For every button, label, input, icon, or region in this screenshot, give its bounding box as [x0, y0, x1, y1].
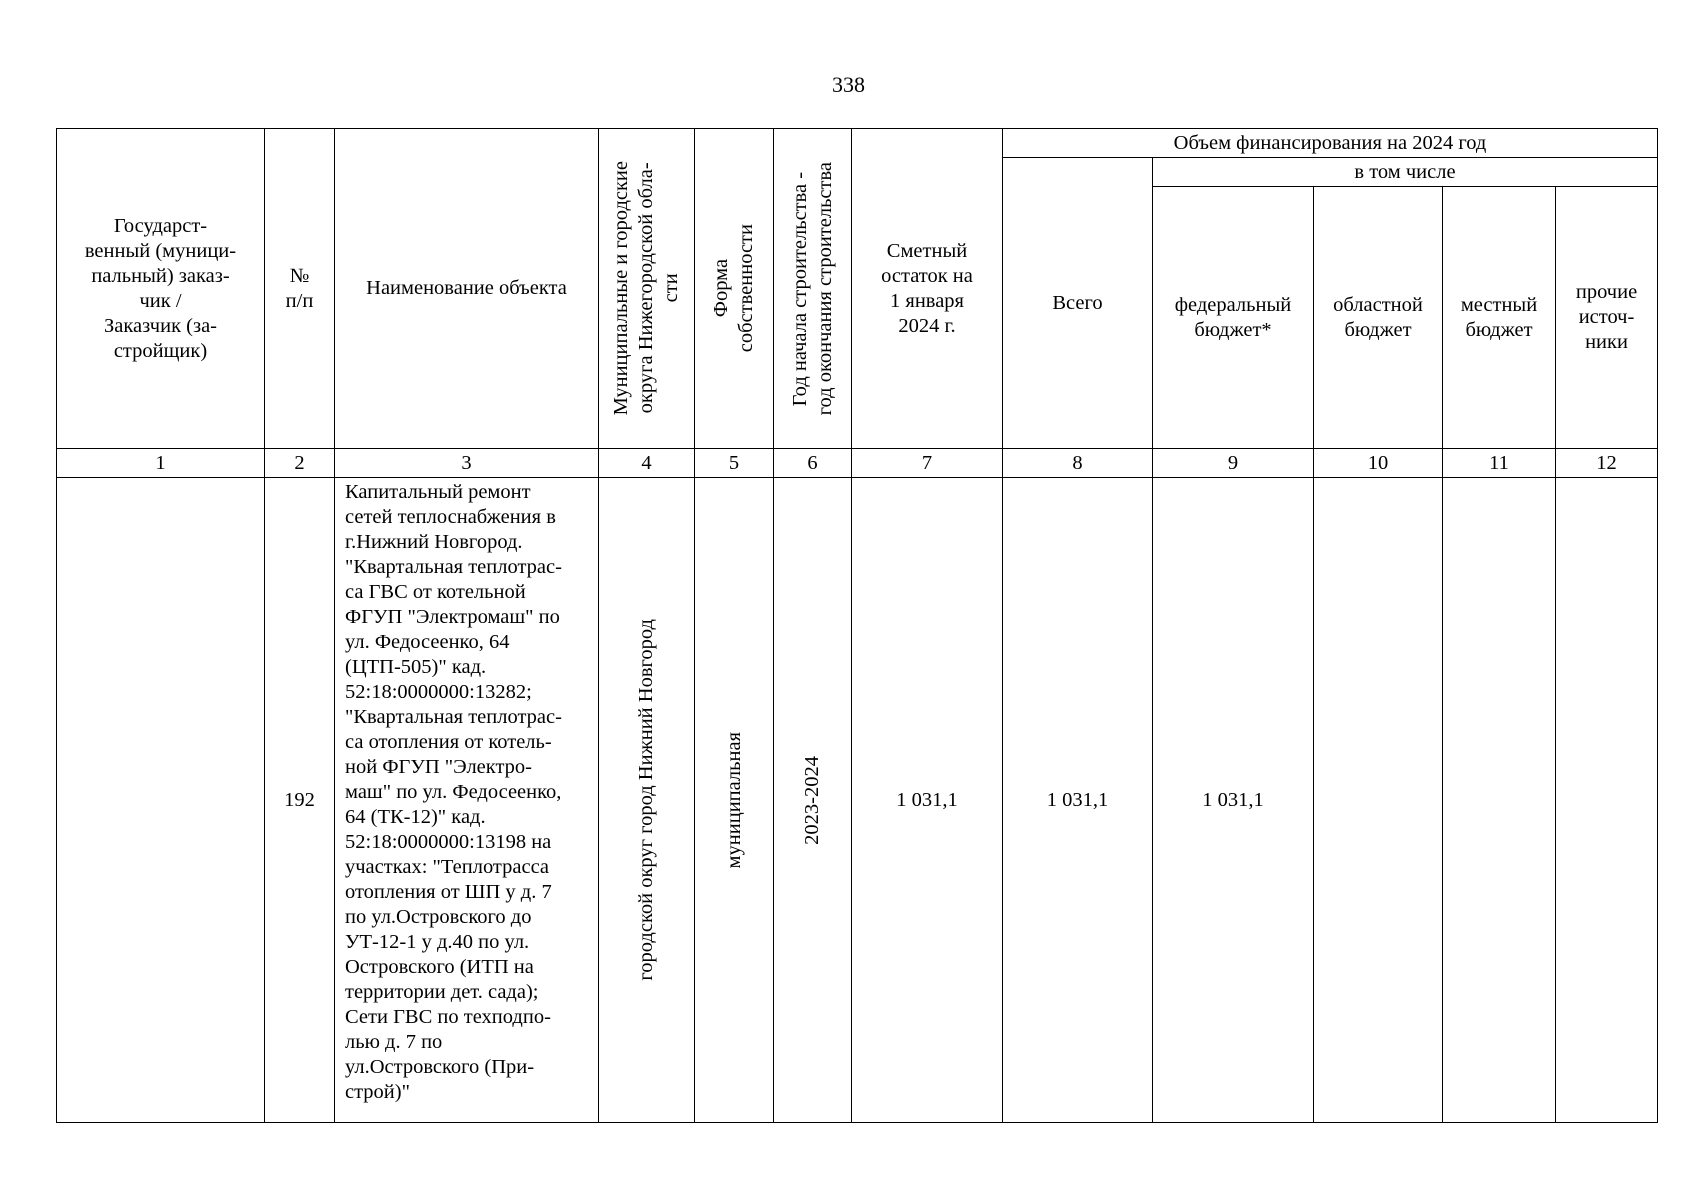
object-name-line: маш" по ул. Федосеенко,	[345, 781, 562, 803]
header-number	[265, 129, 335, 449]
object-name-line: "Квартальная теплотрас-	[345, 556, 562, 578]
page-number: 338	[832, 72, 865, 97]
object-name-line: "Квартальная теплотрас-	[345, 706, 562, 728]
cell-regional-budget	[1314, 478, 1443, 1123]
header-line: Сметный	[886, 239, 968, 262]
object-name-line: ул. Федосеенко, 64	[345, 631, 510, 653]
object-name-line: 52:18:0000000:13282;	[345, 681, 532, 703]
header-district	[599, 129, 695, 449]
object-name-line: са отопления от котель-	[345, 731, 552, 753]
header-line: источ-	[1578, 306, 1635, 328]
header-line: прочие	[1575, 281, 1638, 303]
header-object-name: Наименование объекта	[335, 129, 599, 449]
header-including: в том числе	[1153, 158, 1658, 187]
district-text: городской округ город Нижний Новгород	[635, 619, 657, 981]
object-name-line: лью д. 7 по	[345, 1031, 443, 1053]
financing-table	[56, 128, 1658, 1123]
object-name-line: г.Нижний Новгород.	[345, 531, 523, 553]
table-row	[57, 478, 1658, 1123]
header-line: ники	[1585, 331, 1628, 353]
cell-customer	[57, 478, 265, 1123]
object-name-line: (ЦТП-505)" кад.	[345, 656, 487, 678]
header-line: остаток на	[881, 264, 973, 287]
column-number: 1	[57, 449, 265, 478]
object-name-line: УТ-12-1 у д.40 по ул.	[345, 931, 530, 953]
object-name-line: ул.Островского (При-	[345, 1056, 535, 1078]
column-number: 2	[265, 449, 335, 478]
years-text: 2023-2024	[801, 755, 823, 845]
column-number: 8	[1003, 449, 1153, 478]
cell-other-sources	[1556, 478, 1658, 1123]
header-funding-group: Объем финансирования на 2024 год	[1003, 129, 1658, 158]
object-name-line: ной ФГУП "Электро-	[345, 756, 532, 778]
header-line: Форма	[710, 259, 732, 318]
object-name-line: Сети ГВС по техподпо-	[345, 1006, 551, 1028]
header-years	[774, 129, 852, 449]
header-total: Всего	[1003, 158, 1153, 449]
header-line: бюджет*	[1194, 318, 1272, 341]
header-line: №	[289, 264, 310, 287]
header-line: стройщик)	[113, 339, 208, 362]
ownership-text: муниципальная	[722, 731, 745, 869]
column-number: 11	[1443, 449, 1556, 478]
object-name-line: отопления от ШП у д. 7	[345, 881, 552, 903]
header-federal-budget	[1153, 187, 1314, 449]
header-line: федеральный	[1174, 293, 1292, 316]
header-line: пальный) заказ-	[91, 264, 230, 287]
header-customer	[57, 129, 265, 449]
header-line: сти	[660, 273, 682, 304]
header-line: венный (муници-	[84, 239, 237, 262]
header-line: округа Нижегородской обла-	[635, 162, 657, 414]
object-name-line: 64 (ТК-12)" кад.	[345, 806, 486, 828]
cell-object-name	[335, 478, 599, 1123]
object-name-line: сетей теплоснабжения в	[345, 506, 556, 528]
column-number: 9	[1153, 449, 1314, 478]
column-number: 4	[599, 449, 695, 478]
column-number-row	[57, 449, 1658, 478]
header-local-budget	[1443, 187, 1556, 449]
column-number: 3	[335, 449, 599, 478]
header-line: бюджет	[1465, 318, 1533, 341]
header-line: год окончания строительства	[813, 161, 836, 416]
cell-district	[599, 478, 695, 1123]
object-name-line: по ул.Островского до	[345, 906, 532, 928]
cell-ownership	[695, 478, 774, 1123]
column-number: 6	[774, 449, 852, 478]
object-name-line: территории дет. сада);	[345, 981, 539, 1003]
header-row-1	[57, 129, 1658, 158]
header-ownership	[695, 129, 774, 449]
header-line: собственности	[735, 224, 757, 353]
header-estimated-balance	[852, 129, 1003, 449]
cell-total: 1 031,1	[1003, 478, 1153, 1123]
header-other-sources	[1556, 187, 1658, 449]
header-line: 2024 г.	[898, 314, 956, 337]
object-name-line: 52:18:0000000:13198 на	[345, 831, 552, 853]
column-number: 10	[1314, 449, 1443, 478]
header-regional-budget	[1314, 187, 1443, 449]
object-name-line: са ГВС от котельной	[345, 581, 526, 603]
header-line: бюджет	[1344, 318, 1412, 341]
cell-federal-budget: 1 031,1	[1153, 478, 1314, 1123]
object-name-line: Островского (ИТП на	[345, 956, 534, 978]
header-line: п/п	[285, 289, 314, 312]
header-line: Государст-	[113, 214, 208, 237]
cell-years	[774, 478, 852, 1123]
object-name-line: Капитальный ремонт	[345, 481, 531, 503]
object-name-line: строй)"	[345, 1081, 410, 1103]
header-line: Год начала строительства -	[788, 171, 811, 406]
column-number: 7	[852, 449, 1003, 478]
header-line: Заказчик (за-	[103, 314, 218, 337]
object-name-line: участках: "Теплотрасса	[345, 856, 550, 878]
header-line: чик /	[139, 289, 182, 312]
header-line: местный	[1460, 293, 1538, 316]
object-name-line: ФГУП "Электромаш" по	[345, 606, 560, 628]
column-number: 12	[1556, 449, 1658, 478]
cell-local-budget	[1443, 478, 1556, 1123]
header-line: областной	[1333, 293, 1423, 316]
header-line: 1 января	[890, 289, 964, 312]
column-number: 5	[695, 449, 774, 478]
cell-number: 192	[265, 478, 335, 1123]
header-line: Муниципальные и городские	[610, 161, 632, 416]
cell-estimated-balance: 1 031,1	[852, 478, 1003, 1123]
